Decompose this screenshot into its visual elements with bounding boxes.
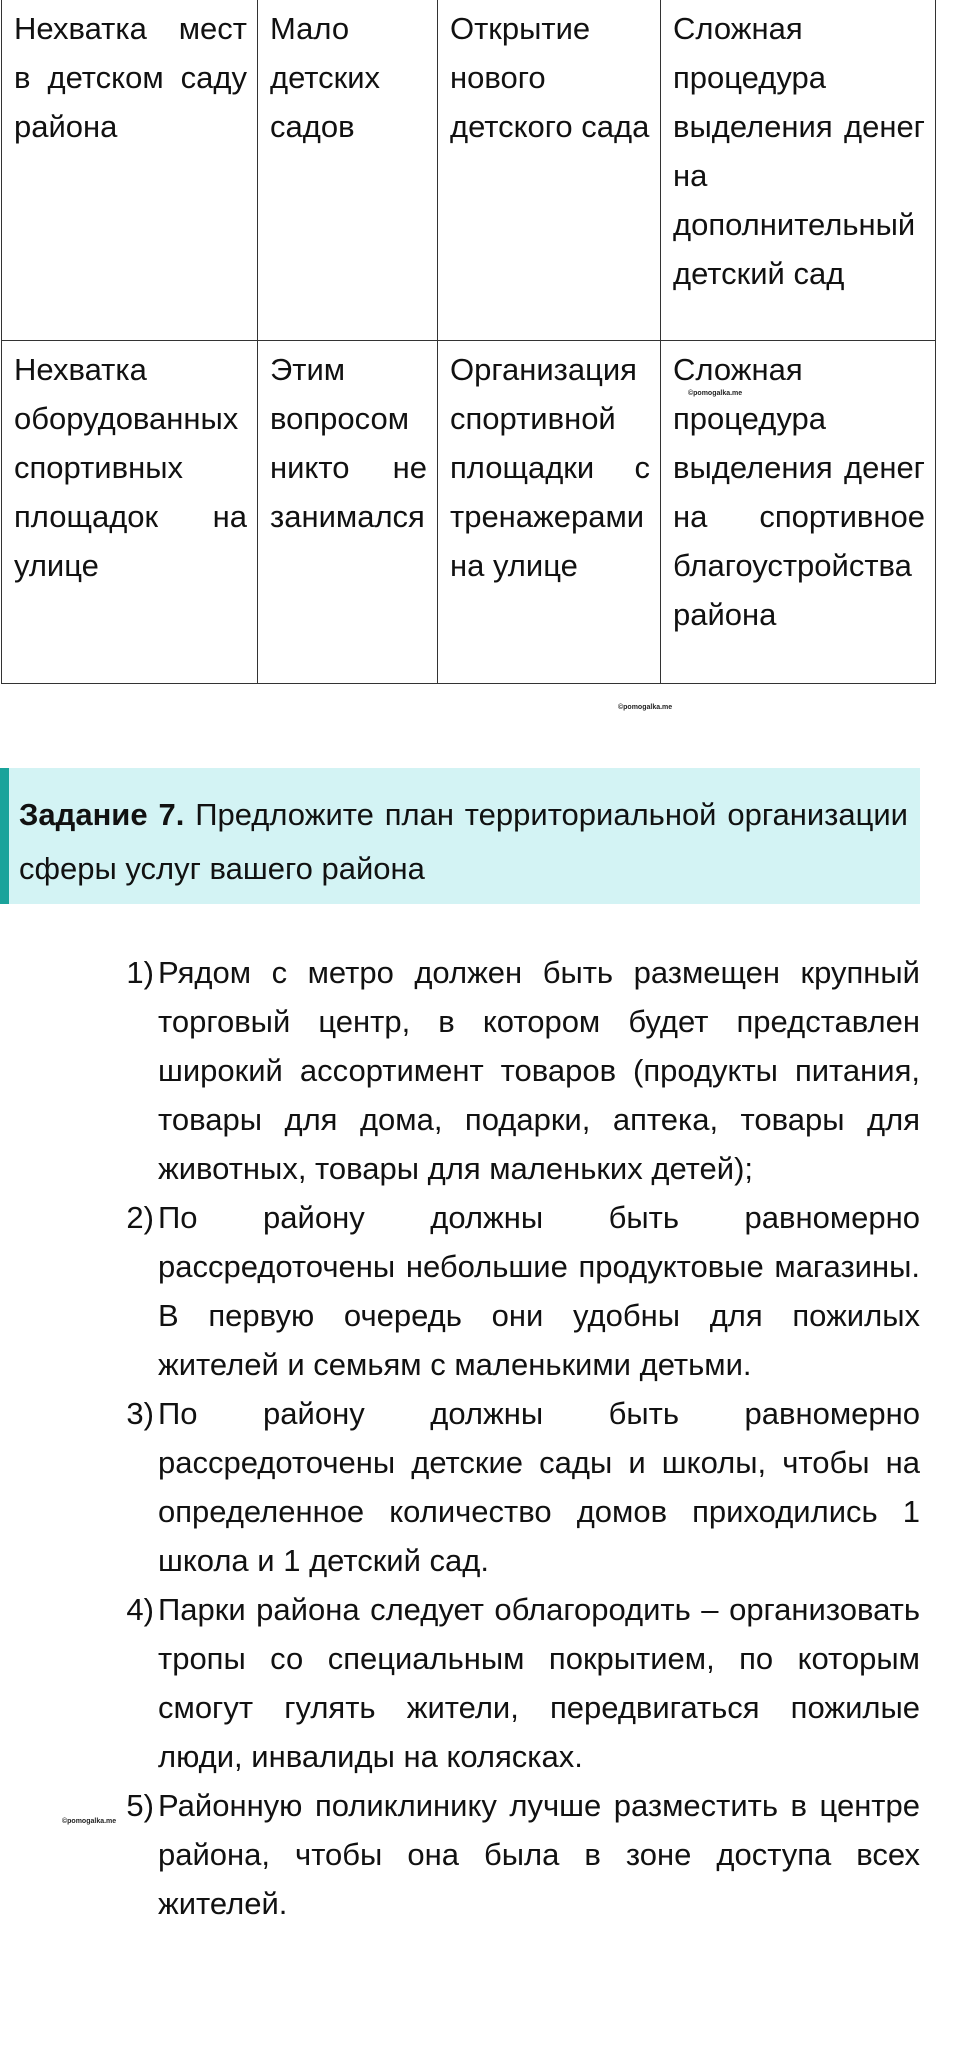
list-number: 4) — [126, 1592, 154, 1627]
list-number: 1) — [126, 955, 154, 990]
list-item — [108, 1585, 920, 1781]
list-text: По району должны быть равномерно рассредоточены детские сады и школы, чтобы на определенное количество домов приходились 1 школа и 1 детский сад. — [158, 1396, 920, 1578]
table-row — [2, 341, 936, 684]
watermark: ©pomogalka.me — [618, 704, 673, 711]
list-number: 3) — [126, 1396, 154, 1431]
list-number: 2) — [126, 1200, 154, 1235]
table-cell: Нехватка оборудованных спортивных площадок на улице — [2, 341, 258, 684]
table-cell: Нехватка мест в детском саду района — [2, 0, 258, 341]
task-text: Предложите план территориальной организации сферы услуг вашего района — [19, 797, 908, 886]
answer-list — [108, 948, 920, 1928]
list-text: Рядом с метро должен быть размещен крупный торговый центр, в котором будет представлен широкий ассортимент товаров (продукты питания, товары для дома, подарки, аптека, товары для животных, товары для маленьких детей); — [158, 955, 920, 1186]
problems-table — [1, 0, 936, 684]
watermark: ©pomogalka.me — [62, 1818, 117, 1825]
list-item — [108, 1193, 920, 1389]
task-box — [0, 768, 920, 904]
table-cell: Этим вопросом никто не занимался — [258, 341, 438, 684]
list-item — [108, 1389, 920, 1585]
task-label: Задание 7. — [19, 797, 185, 832]
table-cell: Сложная процедура выделения денег на дополнительный детский сад — [661, 0, 936, 341]
watermark: ©pomogalka.me — [688, 390, 743, 397]
table-cell: Мало детских садов — [258, 0, 438, 341]
table-cell: Открытие нового детского сада — [438, 0, 661, 341]
list-number: 5) — [126, 1788, 154, 1823]
table-cell: Сложная процедура выделения денег на спортивное благоустройства района — [661, 341, 936, 684]
list-item — [108, 948, 920, 1193]
list-text: Парки района следует облагородить – организовать тропы со специальным покрытием, по которым смогут гулять жители, передвигаться пожилые люди, инвалиды на колясках. — [158, 1592, 920, 1774]
table-row — [2, 0, 936, 341]
list-text: Районную поликлинику лучше разместить в центре района, чтобы она была в зоне доступа всех жителей. — [158, 1788, 920, 1921]
list-item — [108, 1781, 920, 1928]
table-cell: Организация спортивной площадки с тренажерами на улице — [438, 341, 661, 684]
list-text: По району должны быть равномерно рассредоточены небольшие продуктовые магазины. В первую очередь они удобны для пожилых жителей и семьям с маленькими детьми. — [158, 1200, 920, 1382]
